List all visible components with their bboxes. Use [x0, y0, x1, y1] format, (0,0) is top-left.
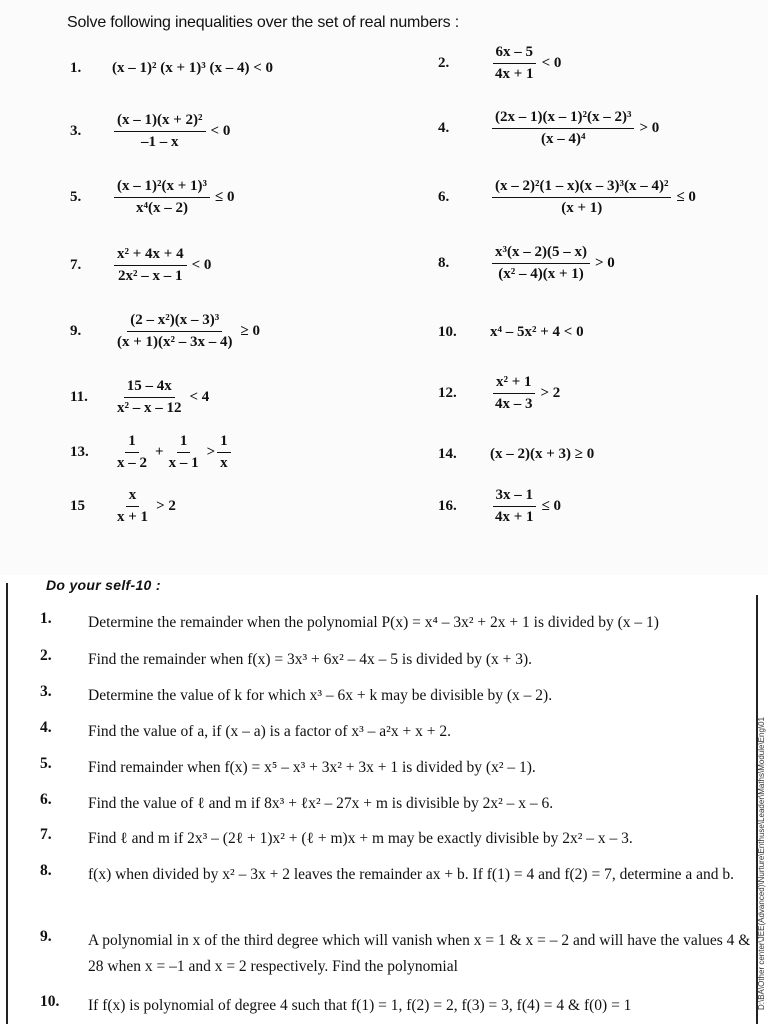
page-border-left: [6, 583, 8, 1024]
fraction: [492, 109, 634, 148]
fraction: [114, 246, 187, 285]
problem-text: A polynomial in x of the third degree which will vanish when x = 1 & x = – 2 and will have the values 4 & 28 when x = –1 and x = 2 respectively. Find the polynomial: [88, 932, 751, 975]
denominator: x⁴(x – 2): [136, 200, 189, 216]
numerator: x³(x – 2)(5 – x): [492, 244, 590, 264]
problem-text: Find the remainder when f(x) = 3x³ + 6x² – 4x – 5 is divided by (x + 3).: [88, 651, 533, 668]
question-2: [438, 44, 561, 83]
denominator: 2x² – x – 1: [118, 268, 183, 284]
fraction: [114, 312, 236, 351]
question-expression: [490, 487, 561, 526]
numerator: 15 – 4x: [124, 378, 175, 398]
question-5: [70, 178, 235, 217]
question-number: 12.: [438, 385, 457, 401]
relation: > 2: [156, 498, 176, 514]
problem-text: Find the value of a, if (x – a) is a factor of x³ – a²x + x + 2.: [88, 723, 451, 740]
question-number: 16.: [438, 498, 457, 514]
question-number: 7.: [70, 257, 82, 273]
fraction: [492, 44, 537, 83]
problem-text: Determine the value of k for which x³ – 6x + k may be divisible by (x – 2).: [88, 687, 553, 704]
denominator: x + 1: [117, 509, 149, 525]
question-14: [438, 446, 594, 463]
question-10: [438, 324, 584, 341]
relation: < 0: [541, 55, 562, 71]
question-number: 14.: [438, 446, 457, 462]
denominator: 4x + 1: [495, 509, 534, 525]
question-3: [70, 112, 230, 151]
denominator: x: [220, 455, 228, 471]
question-number: 11.: [70, 389, 88, 405]
fraction: [492, 374, 536, 413]
problem-number: 3.: [40, 683, 52, 700]
question-6: [438, 178, 696, 217]
numerator: 6x – 5: [493, 44, 537, 64]
question-15: [70, 487, 176, 526]
problem-text: If f(x) is polynomial of degree 4 such that f(1) = 1, f(2) = 2, f(3) = 3, f(4) = 4 & f(0) = 1: [88, 997, 632, 1014]
relation: > 2: [540, 385, 561, 401]
fraction: [114, 487, 151, 526]
problem-number: 2.: [40, 647, 52, 664]
problem-7: [40, 826, 752, 852]
question-expression: [112, 378, 209, 417]
relation: > 0: [594, 255, 615, 271]
relation: >: [206, 444, 216, 460]
fraction: [492, 178, 671, 217]
relation: ≤ 0: [676, 189, 696, 205]
question-16: [438, 487, 561, 526]
denominator: x – 2: [117, 455, 147, 471]
question-number: 10.: [438, 324, 457, 340]
question-number: 15: [70, 498, 85, 514]
section-heading: Solve following inequalities over the set of real numbers :: [67, 14, 459, 31]
relation: ≤ 0: [541, 498, 562, 514]
fraction: [114, 433, 150, 472]
section-subheading: Do your self-10 :: [46, 577, 161, 593]
question-number: 3.: [70, 123, 82, 139]
question-number: 6.: [438, 189, 450, 205]
numerator: (x – 2)²(1 – x)(x – 3)³(x – 4)²: [492, 178, 671, 198]
denominator: 4x – 3: [495, 396, 533, 412]
question-expression: [490, 44, 561, 83]
problem-number: 6.: [40, 791, 52, 808]
problem-5: [40, 755, 752, 781]
problem-number: 5.: [40, 755, 52, 772]
question-expression: [112, 487, 176, 526]
question-expression: [490, 178, 696, 217]
problem-number: 7.: [40, 826, 52, 843]
problem-9: [40, 928, 752, 980]
fraction: [492, 244, 590, 283]
question-7: [70, 246, 211, 285]
numerator: (2 – x²)(x – 3)³: [127, 312, 222, 332]
do-yourself-section: [0, 575, 768, 1024]
numerator: (x – 1)²(x + 1)³: [114, 178, 210, 198]
problem-number: 8.: [40, 862, 52, 879]
question-4: [438, 109, 659, 148]
denominator: (x – 4)⁴: [540, 131, 586, 147]
problem-number: 4.: [40, 719, 52, 736]
denominator: x² – x – 12: [117, 400, 182, 416]
problem-text: Determine the remainder when the polynomial P(x) = x⁴ – 3x² + 2x + 1 is divided by (x – 1): [88, 614, 659, 631]
problem-10: [40, 993, 752, 1019]
denominator: (x + 1): [561, 200, 603, 216]
question-number: 13.: [70, 444, 89, 460]
question-12: [438, 374, 560, 413]
numerator: (x – 1)(x + 2)²: [114, 112, 206, 132]
problem-3: [40, 683, 752, 709]
question-number: 5.: [70, 189, 82, 205]
problem-6: [40, 791, 752, 817]
question-expression: x⁴ – 5x² + 4 < 0: [490, 324, 584, 340]
numerator: x² + 4x + 4: [114, 246, 187, 266]
question-13: [70, 433, 233, 472]
problem-text: f(x) when divided by x² – 3x + 2 leaves the remainder ax + b. If f(1) = 4 and f(2) = 7, determine a and b.: [88, 866, 735, 883]
fraction: [114, 178, 210, 217]
relation: < 4: [189, 389, 210, 405]
problem-text: Find remainder when f(x) = x⁵ – x³ + 3x² + 3x + 1 is divided by (x² – 1).: [88, 759, 536, 776]
question-number: 2.: [438, 55, 450, 71]
question-expression: [112, 246, 211, 285]
problem-number: 1.: [40, 610, 52, 627]
numerator: 1: [125, 433, 139, 453]
problem-text: Find ℓ and m if 2x³ – (2ℓ + 1)x² + (ℓ + m)x + m may be exactly divisible by 2x² – x – 3.: [88, 830, 633, 847]
problem-number: 10.: [40, 993, 60, 1010]
problem-4: [40, 719, 752, 745]
question-expression: [112, 178, 235, 217]
denominator: (x² – 4)(x + 1): [498, 266, 584, 282]
question-9: [70, 312, 260, 351]
denominator: (x + 1)(x² – 3x – 4): [117, 334, 233, 350]
relation: ≤ 0: [215, 189, 235, 205]
question-1: [70, 60, 273, 77]
relation: ≥ 0: [240, 323, 261, 339]
fraction: [217, 433, 231, 472]
question-11: [70, 378, 209, 417]
numerator: x² + 1: [493, 374, 535, 394]
question-expression: [112, 433, 233, 472]
numerator: (2x – 1)(x – 1)²(x – 2)³: [492, 109, 634, 129]
numerator: x: [126, 487, 140, 507]
file-path-margin-text: D:\BA\Other center\JEE(Advanced)\Nurture\Enthuse\Leader\Maths\Module\Eng\01: [757, 716, 766, 1010]
problem-number: 9.: [40, 928, 52, 945]
relation: < 0: [210, 123, 231, 139]
problem-8: [40, 862, 752, 888]
question-number: 9.: [70, 323, 82, 339]
question-number: 8.: [438, 255, 450, 271]
numerator: 3x – 1: [493, 487, 537, 507]
question-expression: [490, 109, 659, 148]
fraction: [492, 487, 537, 526]
operator: +: [155, 444, 164, 460]
problem-2: [40, 647, 752, 673]
question-expression: [112, 112, 230, 151]
relation: > 0: [639, 120, 660, 136]
question-expression: [112, 312, 260, 351]
problem-1: [40, 610, 752, 636]
question-number: 4.: [438, 120, 450, 136]
fraction: [166, 433, 202, 472]
question-expression: [490, 244, 615, 283]
numerator: 1: [177, 433, 191, 453]
fraction: [114, 378, 185, 417]
question-expression: [490, 374, 560, 413]
denominator: x – 1: [168, 455, 199, 471]
fraction: [114, 112, 206, 151]
question-number: 1.: [70, 60, 82, 76]
question-expression: (x – 1)² (x + 1)³ (x – 4) < 0: [112, 60, 274, 76]
numerator: 1: [217, 433, 231, 453]
question-expression: (x – 2)(x + 3) ≥ 0: [490, 446, 595, 462]
problem-text: Find the value of ℓ and m if 8x³ + ℓx² – 27x + m is divisible by 2x² – x – 6.: [88, 795, 554, 812]
relation: < 0: [191, 257, 212, 273]
denominator: –1 – x: [141, 134, 179, 150]
question-8: [438, 244, 615, 283]
denominator: 4x + 1: [495, 66, 534, 82]
